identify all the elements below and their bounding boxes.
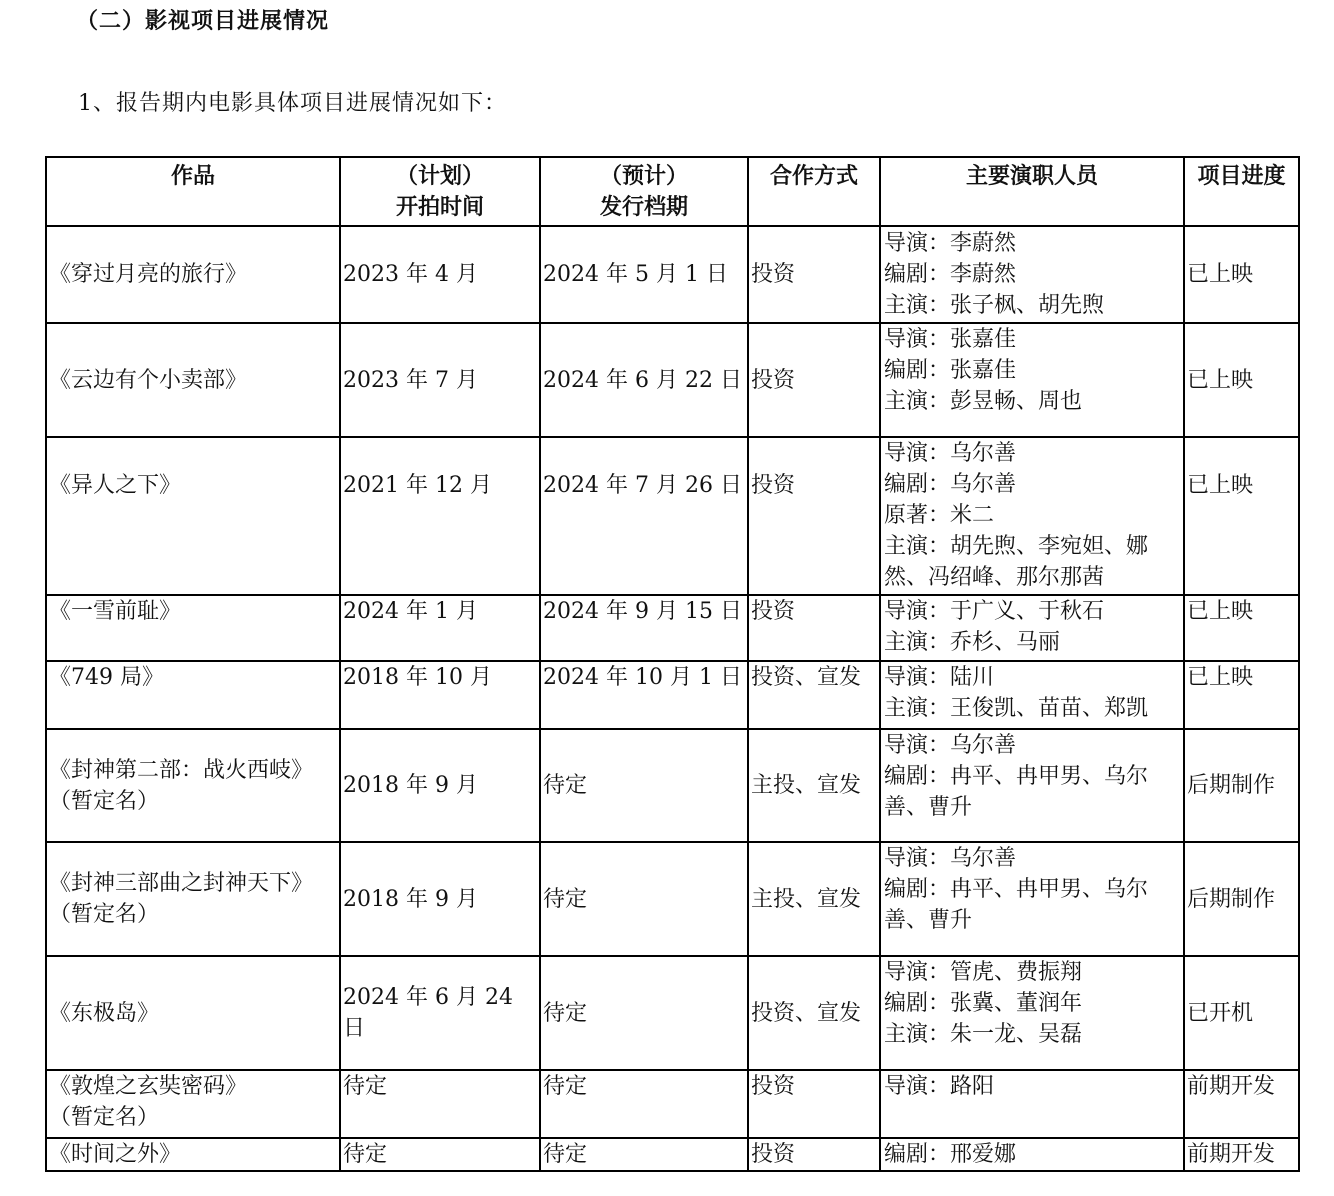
film-title: 《敦煌之玄奘密码》: [49, 1074, 248, 1099]
cast-line: 主演：乔杉、马丽: [884, 630, 1061, 655]
cell-shoot-time: 2018 年 9 月: [340, 842, 540, 956]
film-title: 《东极岛》: [49, 1000, 160, 1026]
cast-line: 导演：张嘉佳: [884, 327, 1017, 352]
header-title: 作品: [46, 157, 340, 226]
film-title: 《异人之下》: [49, 473, 182, 498]
header-shoot-time-line2: 开拍时间: [395, 194, 484, 220]
cast-line: 主演：张子枫、胡先煦: [884, 293, 1105, 318]
table-row: [46, 1070, 1299, 1138]
cast-line: 然、冯绍峰、那尔那茜: [884, 565, 1105, 590]
film-title: 《穿过月亮的旅行》: [49, 262, 248, 287]
cell-cooperation: 投资: [748, 595, 880, 661]
header-shoot-time-line1: （计划）: [395, 163, 484, 189]
cell-progress: 已上映: [1184, 226, 1299, 323]
cell-title: [46, 956, 340, 1070]
header-row: [46, 157, 1299, 226]
cast-line: 导演：于广义、于秋石: [884, 599, 1105, 624]
cell-cast: [880, 661, 1184, 729]
cast-line: 导演：路阳: [884, 1074, 995, 1099]
film-title: 《封神第二部：战火西岐》: [49, 757, 314, 783]
cell-title: [46, 226, 340, 323]
header-shoot-time: [340, 157, 540, 226]
cell-cast: [880, 226, 1184, 323]
cast-line: 编剧：张冀、董润年: [884, 991, 1083, 1016]
cast-line: 主演：胡先煦、李宛妲、娜: [884, 534, 1149, 559]
cell-cooperation: 投资: [748, 323, 880, 437]
cell-cast: [880, 842, 1184, 956]
cell-progress: 已上映: [1184, 323, 1299, 437]
cell-cooperation: 投资、宣发: [748, 956, 880, 1070]
cast-line: 导演：管虎、费振翔: [884, 960, 1083, 985]
cell-shoot-time: 2024 年 6 月 24 日: [340, 956, 540, 1070]
table-row: [46, 729, 1299, 842]
cell-release: 2024 年 6 月 22 日: [540, 323, 748, 437]
film-title: 《749 局》: [49, 665, 164, 690]
cell-release: 待定: [540, 1138, 748, 1171]
cell-shoot-time: 2018 年 9 月: [340, 729, 540, 842]
cast-line: 编剧：邢爱娜: [884, 1142, 1017, 1167]
cell-progress: 已上映: [1184, 661, 1299, 729]
cell-cooperation: 投资: [748, 1138, 880, 1171]
cell-shoot-time: 待定: [340, 1070, 540, 1138]
cast-line: 善、曹升: [884, 795, 973, 820]
table-row: [46, 437, 1299, 595]
cast-line: 导演：李蔚然: [884, 231, 1017, 256]
cell-cooperation: 主投、宣发: [748, 842, 880, 956]
cell-cooperation: 主投、宣发: [748, 729, 880, 842]
cell-cooperation: 投资: [748, 226, 880, 323]
cell-title: [46, 1070, 340, 1138]
table-row: [46, 842, 1299, 956]
cell-cast: [880, 729, 1184, 842]
cell-shoot-time: 2024 年 1 月: [340, 595, 540, 661]
table-row: [46, 956, 1299, 1070]
cell-title: [46, 842, 340, 956]
section-heading: （二）影视项目进展情况: [76, 8, 330, 34]
cast-line: 导演：乌尔善: [884, 846, 1017, 871]
cast-line: 原著：米二: [884, 503, 995, 528]
cell-cast: [880, 1070, 1184, 1138]
film-projects-table: [45, 156, 1300, 1172]
cell-progress: 前期开发: [1184, 1138, 1299, 1171]
film-title: 《时间之外》: [49, 1142, 182, 1167]
cell-shoot-time: 待定: [340, 1138, 540, 1171]
cell-release: 待定: [540, 956, 748, 1070]
cell-progress: 已开机: [1184, 956, 1299, 1070]
cell-cooperation: 投资、宣发: [748, 661, 880, 729]
cell-shoot-time: 2018 年 10 月: [340, 661, 540, 729]
cell-title: [46, 595, 340, 661]
cast-line: 导演：乌尔善: [884, 733, 1017, 758]
table-row: [46, 226, 1299, 323]
intro-text: 1、报告期内电影具体项目进展情况如下：: [78, 91, 507, 116]
cell-title: [46, 661, 340, 729]
cell-progress: 已上映: [1184, 595, 1299, 661]
film-title-note: （暂定名）: [49, 902, 160, 927]
cast-line: 主演：彭昱畅、周也: [884, 389, 1083, 414]
cell-title: [46, 729, 340, 842]
header-cast: 主要演职人员: [880, 157, 1184, 226]
cell-shoot-time: 2021 年 12 月: [340, 437, 540, 595]
table-row: [46, 323, 1299, 437]
table-row: [46, 1138, 1299, 1171]
table-row: [46, 661, 1299, 729]
cell-progress: 前期开发: [1184, 1070, 1299, 1138]
cast-line: 编剧：李蔚然: [884, 262, 1017, 287]
film-title: 《云边有个小卖部》: [49, 367, 248, 393]
cell-title: [46, 323, 340, 437]
header-progress: 项目进度: [1184, 157, 1299, 226]
cell-release: 待定: [540, 842, 748, 956]
cast-line: 善、曹升: [884, 908, 973, 933]
cell-title: [46, 1138, 340, 1171]
cell-release: 2024 年 10 月 1 日: [540, 661, 748, 729]
cast-line: 导演：陆川: [884, 665, 995, 690]
cell-cast: [880, 437, 1184, 595]
film-title-note: （暂定名）: [49, 788, 160, 814]
cast-line: 编剧：乌尔善: [884, 472, 1017, 497]
header-release: [540, 157, 748, 226]
header-release-line1: （预计）: [599, 163, 688, 189]
cast-line: 导演：乌尔善: [884, 441, 1017, 466]
cell-cast: [880, 323, 1184, 437]
cell-shoot-time: 2023 年 7 月: [340, 323, 540, 437]
cell-release: 2024 年 9 月 15 日: [540, 595, 748, 661]
cell-cooperation: 投资: [748, 437, 880, 595]
cell-release: 待定: [540, 1070, 748, 1138]
cell-title: [46, 437, 340, 595]
cell-shoot-time: 2023 年 4 月: [340, 226, 540, 323]
header-release-line2: 发行档期: [599, 194, 688, 220]
film-title: 《一雪前耻》: [49, 599, 182, 624]
cell-cast: [880, 956, 1184, 1070]
cell-progress: 已上映: [1184, 437, 1299, 595]
cast-line: 主演：王俊凯、苗苗、郑凯: [884, 696, 1149, 721]
cast-line: 编剧：张嘉佳: [884, 358, 1017, 383]
cell-release: 2024 年 7 月 26 日: [540, 437, 748, 595]
cell-cast: [880, 595, 1184, 661]
cell-cast: [880, 1138, 1184, 1171]
film-title-note: （暂定名）: [49, 1105, 160, 1130]
header-cooperation: 合作方式: [748, 157, 880, 226]
cast-line: 编剧：冉平、冉甲男、乌尔: [884, 877, 1149, 902]
cast-line: 主演：朱一龙、吴磊: [884, 1022, 1083, 1047]
film-title: 《封神三部曲之封神天下》: [49, 871, 314, 896]
cell-progress: 后期制作: [1184, 842, 1299, 956]
cell-release: 2024 年 5 月 1 日: [540, 226, 748, 323]
cast-line: 编剧：冉平、冉甲男、乌尔: [884, 764, 1149, 789]
cell-progress: 后期制作: [1184, 729, 1299, 842]
table-row: [46, 595, 1299, 661]
cell-cooperation: 投资: [748, 1070, 880, 1138]
cell-release: 待定: [540, 729, 748, 842]
